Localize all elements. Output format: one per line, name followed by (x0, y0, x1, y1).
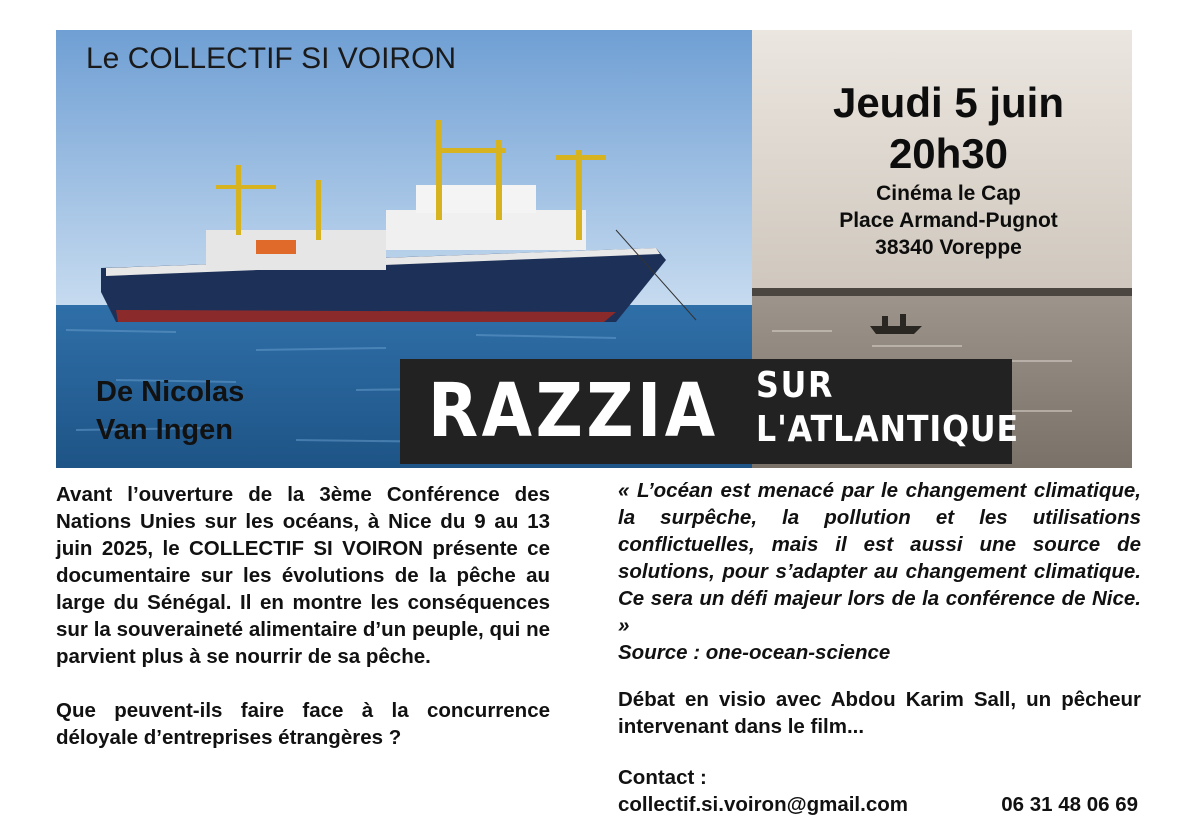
ocean-quote: « L’océan est menacé par le changement climatique, la surpêche, la pollution et les utilisations conflictuelles, mais il est aussi une source de solutions, pour s’adapter au changement climatique. Ce sera un défi majeur lors de la conférence de Nice. » (618, 479, 1141, 637)
film-title-main: RAZZIA (428, 368, 719, 454)
quote-source: Source : one-ocean-science (618, 641, 891, 664)
contact-label: Contact : (618, 766, 707, 789)
venue-street: Place Armand-Pugnot (839, 209, 1058, 232)
venue-city: 38340 Voreppe (875, 236, 1022, 259)
film-title-box (400, 359, 1020, 464)
collectif-header: Le COLLECTIF SI VOIRON (86, 42, 457, 75)
film-title-atlantique: L'ATLANTIQUE (756, 409, 1020, 450)
contact-phone[interactable]: 06 31 48 06 69 (1001, 793, 1138, 816)
venue-name: Cinéma le Cap (876, 182, 1021, 205)
event-info (756, 78, 1132, 261)
event-time: 20h30 (888, 130, 1009, 177)
event-date: Jeudi 5 juin (832, 79, 1065, 126)
film-title-sur: SUR (756, 365, 835, 406)
author-line-2: Van Ingen (96, 414, 233, 446)
contact-email[interactable]: collectif.si.voiron@gmail.com (618, 793, 908, 816)
intro-paragraph: Avant l’ouverture de la 3ème Conférence des Nations Unies sur les océans, à Nice du 9 au 13 juin 2025, le COLLECTIF SI VOIRON présente ce documentaire sur les évolutions de la pêche au large du Sénégal. Il en montre les conséquences sur la souveraineté alimentaire d’un peuple, qui ne parvient plus à se nourrir de sa pêche. (56, 483, 550, 668)
right-column (618, 477, 1141, 818)
author-credit (96, 373, 244, 449)
debate-paragraph: Débat en visio avec Abdou Karim Sall, un pêcheur intervenant dans le film... (618, 688, 1141, 738)
contact-row (618, 791, 1138, 818)
banner-photo (56, 30, 1132, 468)
question-paragraph: Que peuvent-ils faire face à la concurrence déloyale d’entreprises étrangères ? (56, 699, 550, 749)
left-column (56, 481, 550, 751)
author-line-1: De Nicolas (96, 376, 245, 408)
